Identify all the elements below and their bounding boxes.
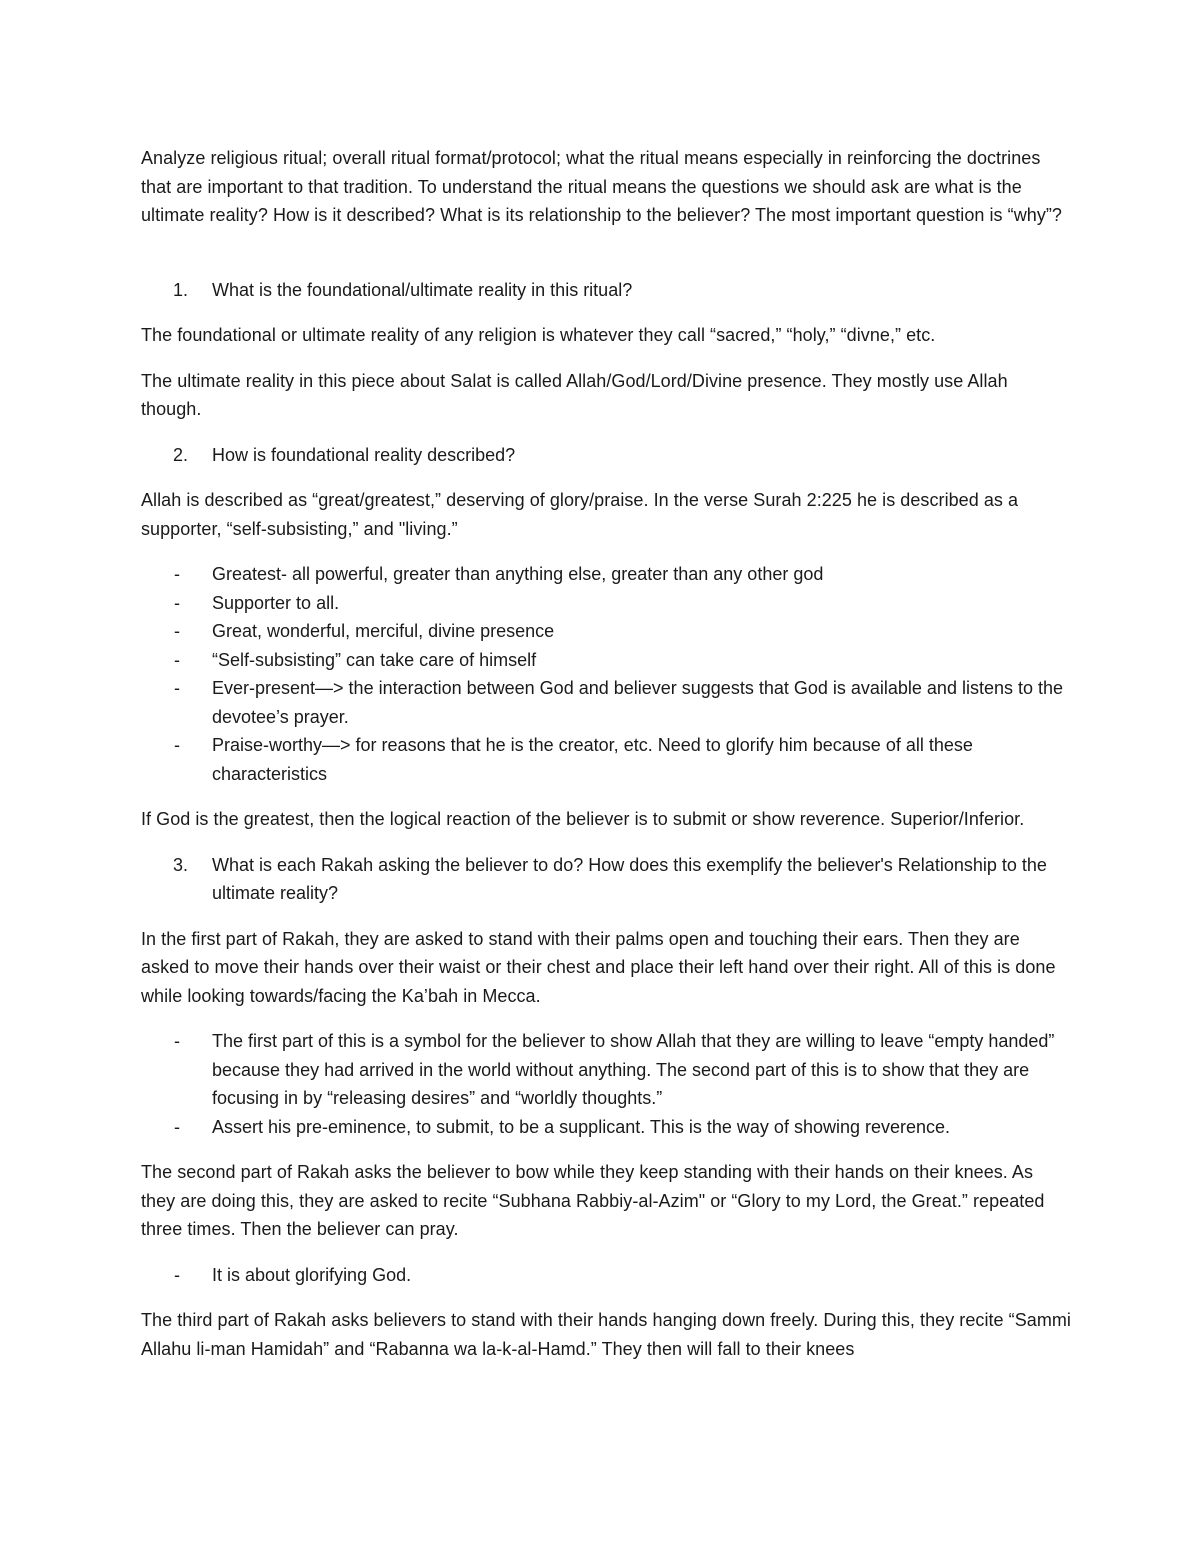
list-item	[141, 1027, 1071, 1113]
answer-2-conclusion: If God is the greatest, then the logical reaction of the believer is to submit or show reverence. Superior/Inferior.	[141, 809, 1025, 829]
list-item	[141, 560, 1071, 589]
question-2-number: 2.	[173, 444, 189, 465]
dash-bullet: -	[174, 592, 180, 613]
list-item-text: It is about glorifying God.	[212, 1264, 412, 1285]
list-item-text: Great, wonderful, merciful, divine presence	[212, 621, 555, 641]
rakah-first-part-list	[141, 1027, 1071, 1141]
question-1	[141, 276, 1071, 305]
dash-bullet: -	[174, 564, 180, 584]
dash-bullet: -	[174, 1116, 180, 1137]
question-1-text: What is the foundational/ultimate reality in this ritual?	[212, 279, 633, 300]
dash-bullet: -	[174, 621, 180, 641]
dash-bullet: -	[174, 1264, 180, 1285]
list-item-text: Ever-present—> the interaction between God and believer suggests that God is available and listens to the devotee’s prayer.	[212, 678, 1064, 727]
question-3-text: What is each Rakah asking the believer to do? How does this exemplify the believer's Relationship to the ultimate reality?	[212, 854, 1047, 903]
list-item	[141, 674, 1071, 731]
dash-bullet: -	[174, 649, 180, 670]
intro-paragraph: Analyze religious ritual; overall ritual format/protocol; what the ritual means especially in reinforcing the doctrines that are important to that tradition. To understand the ritual means the questions we should ask are what is the ultimate reality? How is it described? What is its relationship to the believer? The most important question is “why”?	[141, 148, 1062, 225]
answer-2-paragraph: Allah is described as “great/greatest,” deserving of glory/praise. In the verse Surah 2:225 he is described as a supporter, “self-subsisting,” and "living.”	[141, 490, 1019, 539]
list-item	[141, 731, 1071, 788]
question-2-text: How is foundational reality described?	[212, 444, 516, 465]
answer-2-list	[141, 560, 1071, 788]
answer-1-paragraph-1: The foundational or ultimate reality of any religion is whatever they call “sacred,” “holy,” “divne,” etc.	[141, 325, 936, 345]
answer-1-paragraph-2: The ultimate reality in this piece about Salat is called Allah/God/Lord/Divine presence. They mostly use Allah though.	[141, 370, 1008, 419]
rakah-first-part-paragraph: In the first part of Rakah, they are asked to stand with their palms open and touching their ears. Then they are asked to move their hands over their waist or their chest and place their left hand over their right. All of this is done while looking towards/facing the Ka’bah in Mecca.	[141, 928, 1056, 1006]
list-item-text: Greatest- all powerful, greater than anything else, greater than any other god	[212, 564, 824, 584]
dash-bullet: -	[174, 735, 180, 755]
list-item	[141, 1113, 1071, 1142]
rakah-second-part-list	[141, 1261, 1071, 1290]
list-item-text: Supporter to all.	[212, 592, 340, 613]
list-item-text: Assert his pre-eminence, to submit, to be a supplicant. This is the way of showing reverence.	[212, 1116, 951, 1137]
list-item	[141, 646, 1071, 675]
document-page	[141, 144, 1071, 1380]
question-1-number: 1.	[173, 279, 189, 300]
rakah-second-part-paragraph: The second part of Rakah asks the believer to bow while they keep standing with their hands on their knees. As they are doing this, they are asked to recite “Subhana Rabbiy-al-Azim" or “Glory to my Lord, the Great.” repeated three times. Then the believer can pray.	[141, 1162, 1045, 1239]
rakah-third-part-paragraph: The third part of Rakah asks believers to stand with their hands hanging down freely. During this, they recite “Sammi Allahu li-man Hamidah” and “Rabanna wa la-k-al-Hamd.” They then will fall to their knees	[141, 1310, 1071, 1359]
list-item-text: The first part of this is a symbol for the believer to show Allah that they are willing to leave “empty handed” because they had arrived in the world without anything. The second part of this is to show that they are focusing in by “releasing desires” and “worldly thoughts.”	[212, 1031, 1055, 1108]
list-item	[141, 589, 1071, 618]
dash-bullet: -	[174, 1031, 180, 1051]
list-item-text: “Self-subsisting” can take care of himself	[212, 649, 537, 670]
list-item	[141, 617, 1071, 646]
question-3	[141, 851, 1071, 908]
question-3-number: 3.	[173, 854, 189, 875]
list-item	[141, 1261, 1071, 1290]
dash-bullet: -	[174, 678, 180, 698]
list-item-text: Praise-worthy—> for reasons that he is the creator, etc. Need to glorify him because of all these characteristics	[212, 735, 973, 784]
question-2	[141, 441, 1071, 470]
